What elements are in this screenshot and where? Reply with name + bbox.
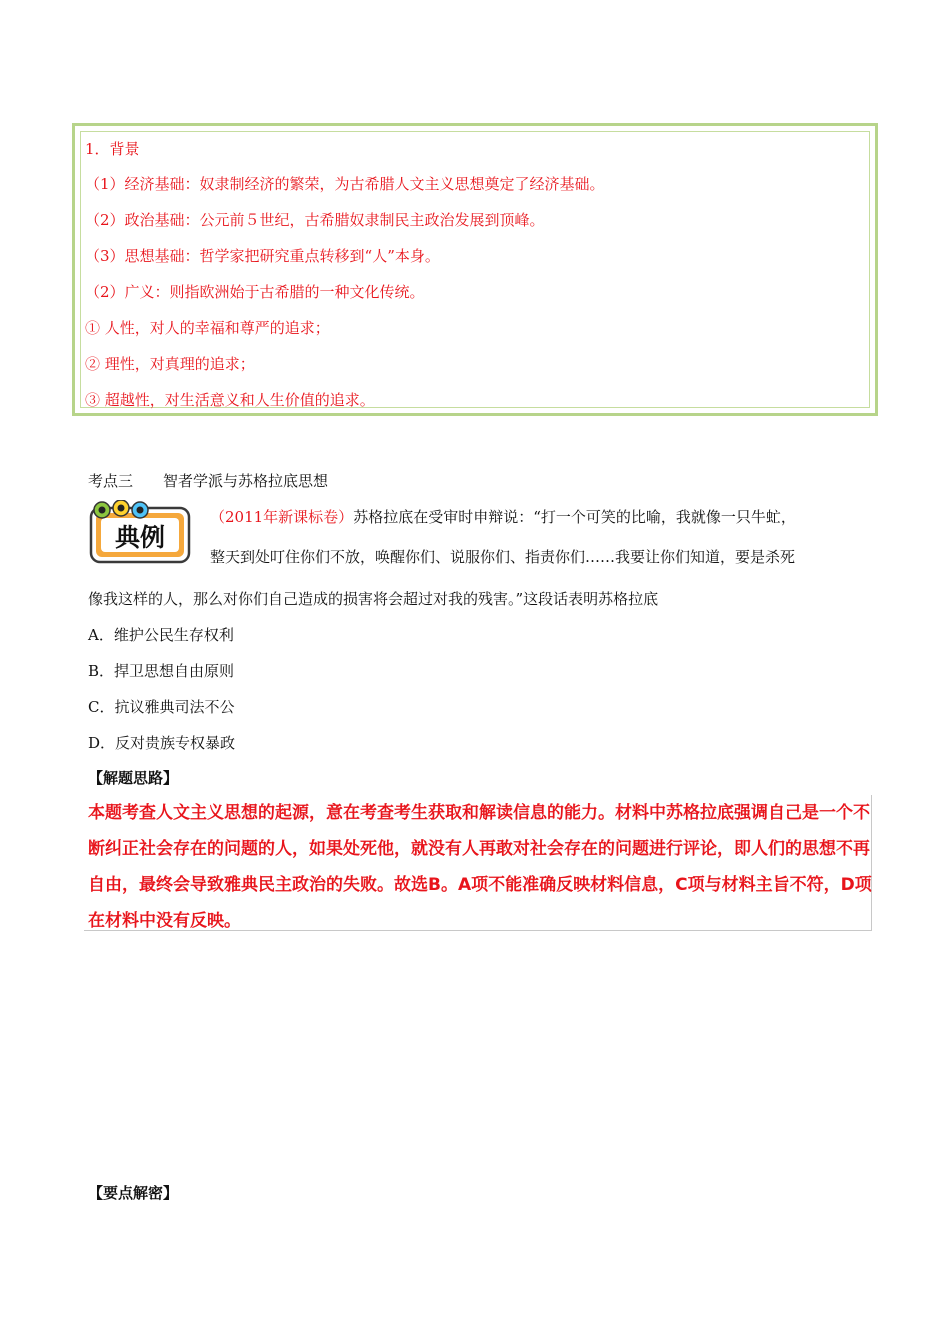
question-line-3: 像我这样的人，那么对你们自己造成的损害将会超过对我的残害。”这段话表明苏格拉底 [88, 590, 659, 608]
option-c: C．抗议雅典司法不公 [88, 698, 235, 716]
example-badge-icon [88, 500, 194, 566]
broad-sense-line: （2）广义：则指欧洲始于古希腊的一种文化传统。 [85, 283, 425, 301]
question-text-1: 苏格拉底在受审时申辩说：“打一个可笑的比喻，我就像一只牛虻， [353, 508, 796, 526]
background-box [72, 123, 878, 416]
option-b: B．捍卫思想自由原则 [88, 662, 235, 680]
background-heading: 1．背景 [85, 140, 140, 158]
economic-basis-line: （1）经济基础：奴隶制经济的繁荣，为古希腊人文主义思想奠定了经济基础。 [85, 175, 605, 193]
example-badge-text: 典例 [114, 523, 166, 552]
option-a: A．维护公民生存权利 [88, 626, 234, 644]
analysis-line-2: 断纠正社会存在的问题的人，如果处死他，就没有人再敢对社会存在的问题进行评论，即人们的思想不再 [88, 839, 870, 859]
analysis-line-4: 在材料中没有反映。 [88, 911, 241, 931]
transcendence-line: ③ 超越性，对生活意义和人生价值的追求。 [85, 391, 375, 409]
question-line-1 [210, 506, 796, 527]
key-points-title: 【要点解密】 [88, 1184, 179, 1202]
humanity-line: ① 人性，对人的幸福和尊严的追求； [85, 319, 330, 337]
analysis-line-3: 自由，最终会导致雅典民主政治的失败。故选B。A项不能准确反映材料信息，C项与材料主旨不符，D项 [88, 875, 872, 895]
ideological-basis-line: （3）思想基础：哲学家把研究重点转移到“人”本身。 [85, 247, 440, 265]
analysis-line-1: 本题考查人文主义思想的起源，意在考查考生获取和解读信息的能力。材料中苏格拉底强调自己是一个不 [88, 803, 870, 823]
section-title: 智者学派与苏格拉底思想 [163, 472, 329, 490]
rationality-line: ② 理性，对真理的追求； [85, 355, 255, 373]
section-heading [88, 470, 328, 491]
question-line-2: 整天到处叮住你们不放，唤醒你们、说服你们、指责你们……我要让你们知道，要是杀死 [210, 548, 796, 566]
analysis-box [84, 795, 872, 931]
question-source: （2011年新课标卷） [210, 508, 354, 526]
analysis-title: 【解题思路】 [88, 769, 179, 787]
political-basis-line: （2）政治基础：公元前５世纪，古希腊奴隶制民主政治发展到顶峰。 [85, 211, 545, 229]
option-d: D．反对贵族专权暴政 [88, 734, 236, 752]
section-label: 考点三 [88, 472, 134, 490]
